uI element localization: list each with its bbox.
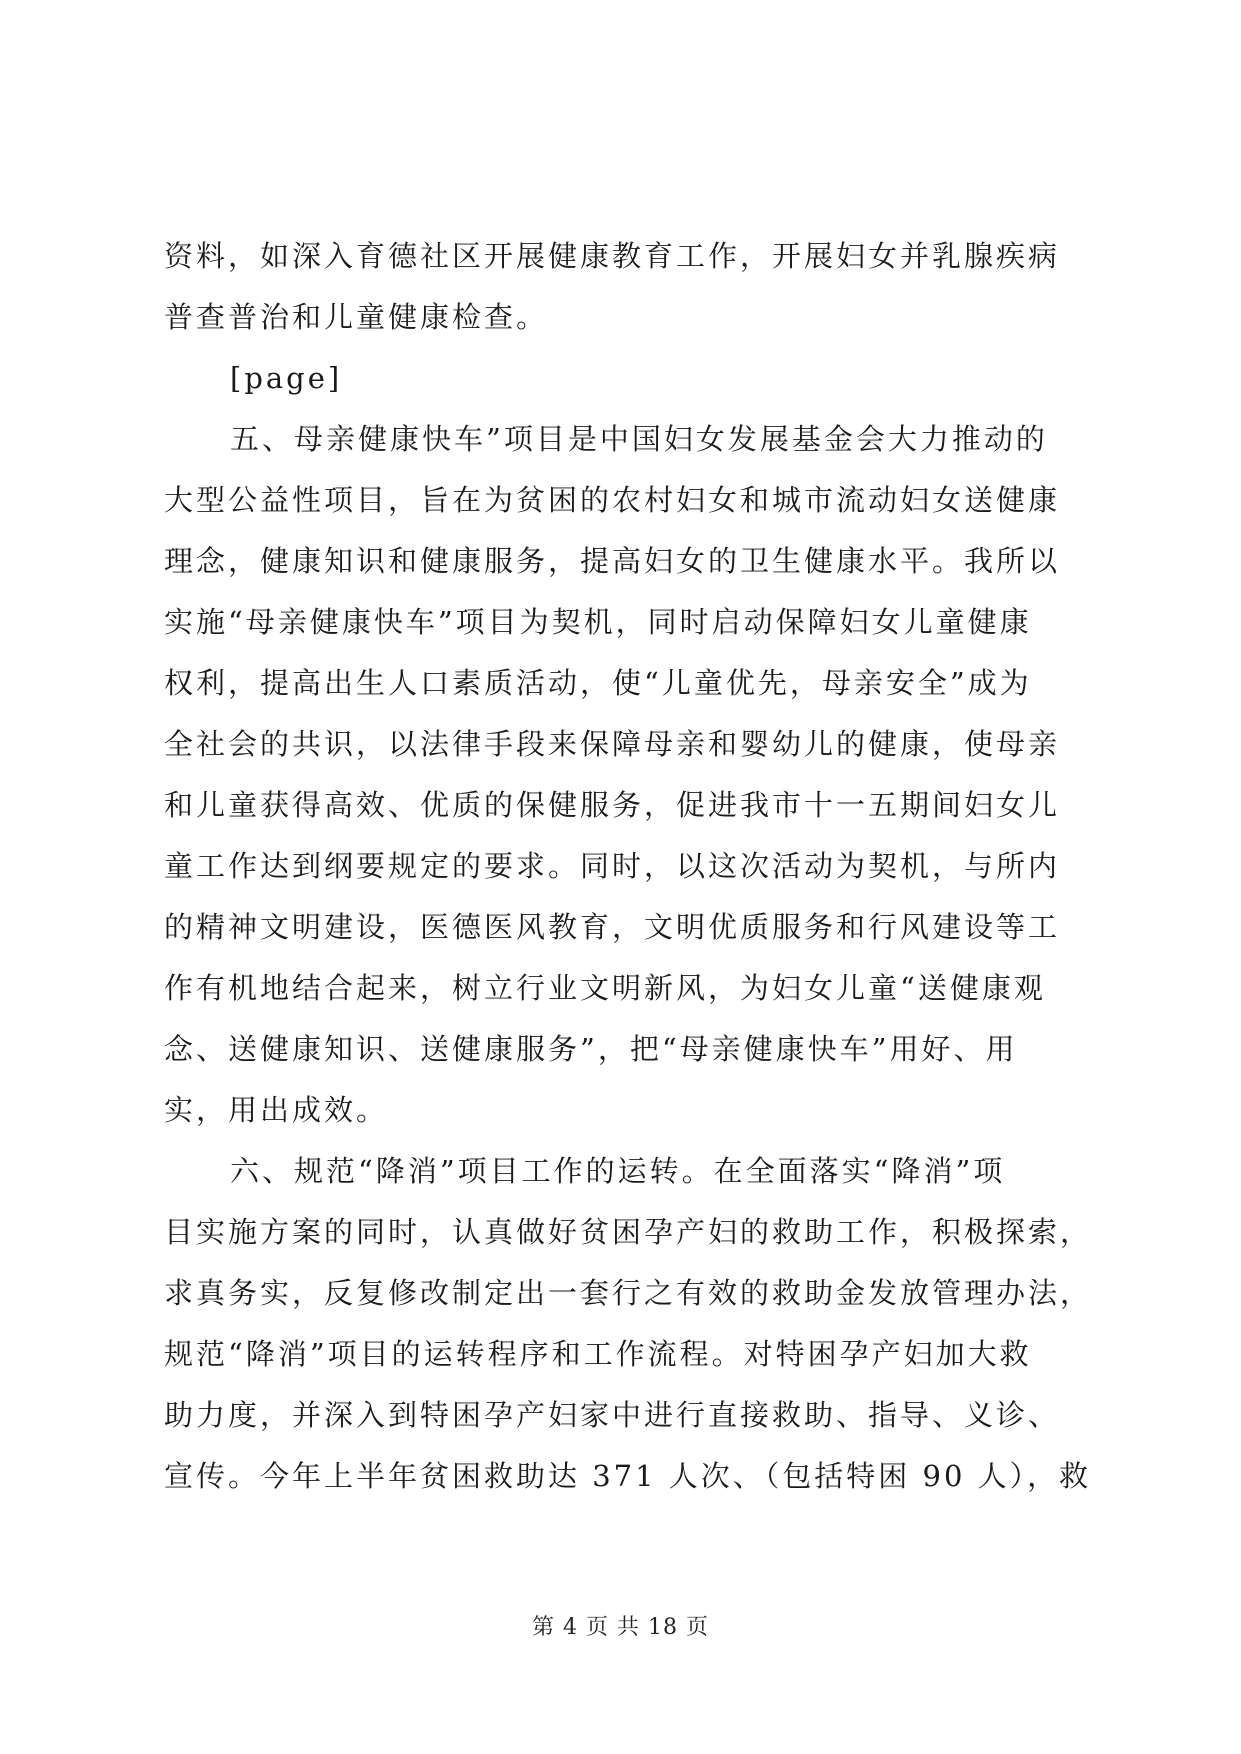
text-line: 实施“母亲健康快车”项目为契机，同时启动保障妇女儿童健康 (164, 605, 1032, 639)
text-line: 资料，如深入育德社区开展健康教育工作，开展妇女并乳腺疾病 (164, 239, 1061, 273)
text-line: 和儿童获得高效、优质的保健服务，促进我市十一五期间妇女儿 (164, 788, 1061, 822)
text-line: 念、送健康知识、送健康服务”，把“母亲健康快车”用好、用 (164, 1032, 1018, 1066)
text-line: 童工作达到纲要规定的要求。同时，以这次活动为契机，与所内 (164, 849, 1061, 883)
text-line: 助力度，并深入到特困孕产妇家中进行直接救助、指导、义诊、 (164, 1398, 1061, 1432)
text-line: 作有机地结合起来，树立行业文明新风，为妇女儿童“送健康观 (164, 971, 1046, 1005)
text-line: 理念，健康知识和健康服务，提高妇女的卫生健康水平。我所以 (164, 544, 1061, 578)
page-footer (0, 1610, 1241, 1641)
document-body (164, 226, 1093, 1507)
text-line: 求真务实，反复修改制定出一套行之有效的救助金发放管理办法， (164, 1276, 1093, 1310)
text-line: 目实施方案的同时，认真做好贫困孕产妇的救助工作，积极探索， (164, 1215, 1093, 1249)
page-number-label: 第 4 页 共 18 页 (532, 1615, 709, 1640)
page-marker: [page] (230, 361, 343, 395)
text-line: 的精神文明建设，医德医风教育，文明优质服务和行风建设等工 (164, 910, 1061, 944)
text-line: 宣传。今年上半年贫困救助达 371 人次、（包括特困 90 人），救 (164, 1459, 1092, 1493)
text-line: 普查普治和儿童健康检查。 (164, 300, 549, 334)
text-line: 实，用出成效。 (164, 1093, 389, 1127)
text-line: 权利，提高出生人口素质活动，使“儿童优先，母亲安全”成为 (164, 666, 1032, 700)
paragraph-start-line: 五、母亲健康快车”项目是中国妇女发展基金会大力推动的 (230, 422, 1048, 456)
paragraph-start-line: 六、规范“降消”项目工作的运转。在全面落实“降消”项 (230, 1154, 1006, 1188)
text-line: 全社会的共识，以法律手段来保障母亲和婴幼儿的健康，使母亲 (164, 727, 1061, 761)
text-line: 规范“降消”项目的运转程序和工作流程。对特困孕产妇加大救 (164, 1337, 1032, 1371)
text-line: 大型公益性项目，旨在为贫困的农村妇女和城市流动妇女送健康 (164, 483, 1061, 517)
